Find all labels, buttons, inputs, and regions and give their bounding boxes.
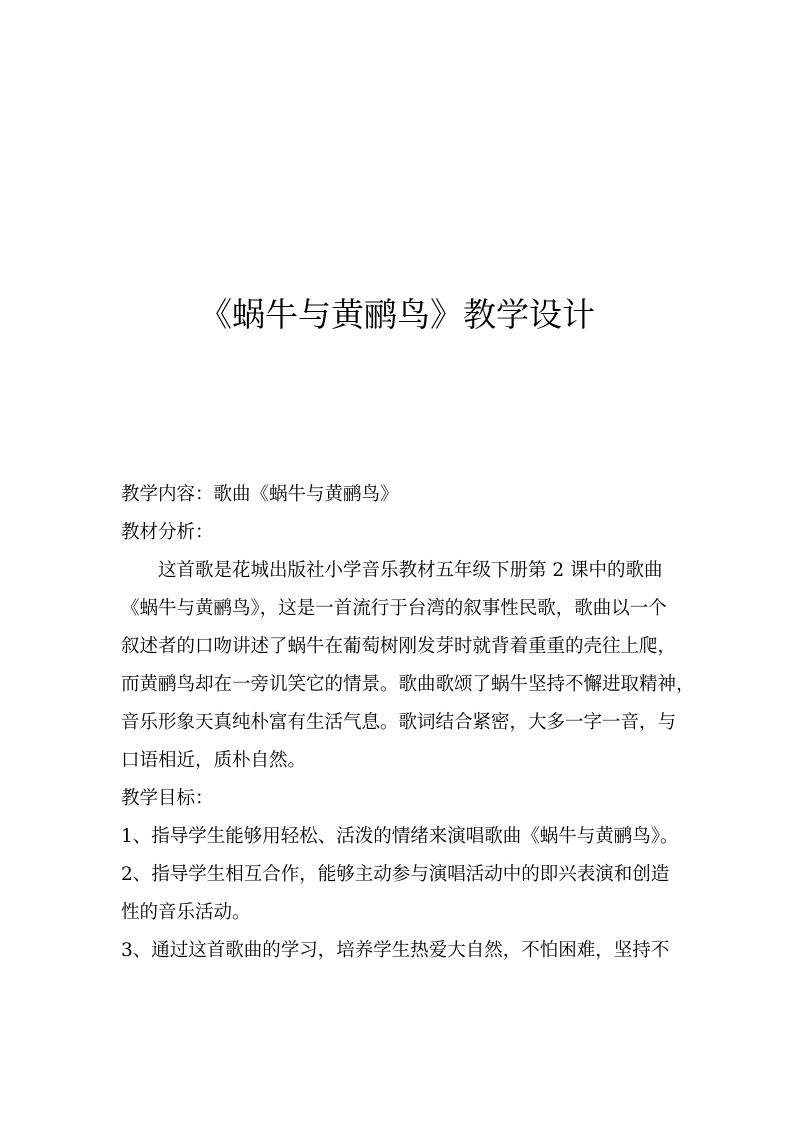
goal-item: 1、指导学生能够用轻松、活泼的情绪来演唱歌曲《蜗牛与黄鹂鸟》。: [121, 826, 679, 847]
paragraph-line: 而黄鹂鸟却在一旁讥笑它的情景。歌曲歌颂了蜗牛坚持不懈进取精神，: [121, 674, 695, 695]
paragraph-line: 这首歌是花城出版社小学音乐教材五年级下册第 2 课中的歌曲: [158, 560, 663, 581]
paragraph-line: 音乐形象天真纯朴富有生活气息。歌词结合紧密，大多一字一音，与: [121, 712, 677, 733]
material-analysis-heading: 教材分析：: [121, 522, 214, 543]
paragraph-line: 《蜗牛与黄鹂鸟》，这是一首流行于台湾的叙事性民歌，歌曲以一个: [121, 598, 667, 619]
document-title: 《蜗牛与黄鹂鸟》教学设计: [199, 295, 595, 334]
teaching-content-line: 教学内容：歌曲《蜗牛与黄鹂鸟》: [121, 484, 399, 505]
paragraph-line: 叙述者的口吻讲述了蜗牛在葡萄树刚发芽时就背着重重的壳往上爬，: [121, 636, 677, 657]
document-body: [121, 476, 695, 970]
teaching-goals-heading: 教学目标：: [121, 788, 214, 809]
goal-item-continued: 性的音乐活动。: [121, 902, 251, 923]
paragraph-line: 口语相近，质朴自然。: [121, 750, 307, 771]
goal-item: 3、通过这首歌曲的学习，培养学生热爱大自然，不怕困难，坚持不: [121, 940, 670, 961]
goal-item: 2、指导学生相互合作，能够主动参与演唱活动中的即兴表演和创造: [121, 864, 670, 885]
